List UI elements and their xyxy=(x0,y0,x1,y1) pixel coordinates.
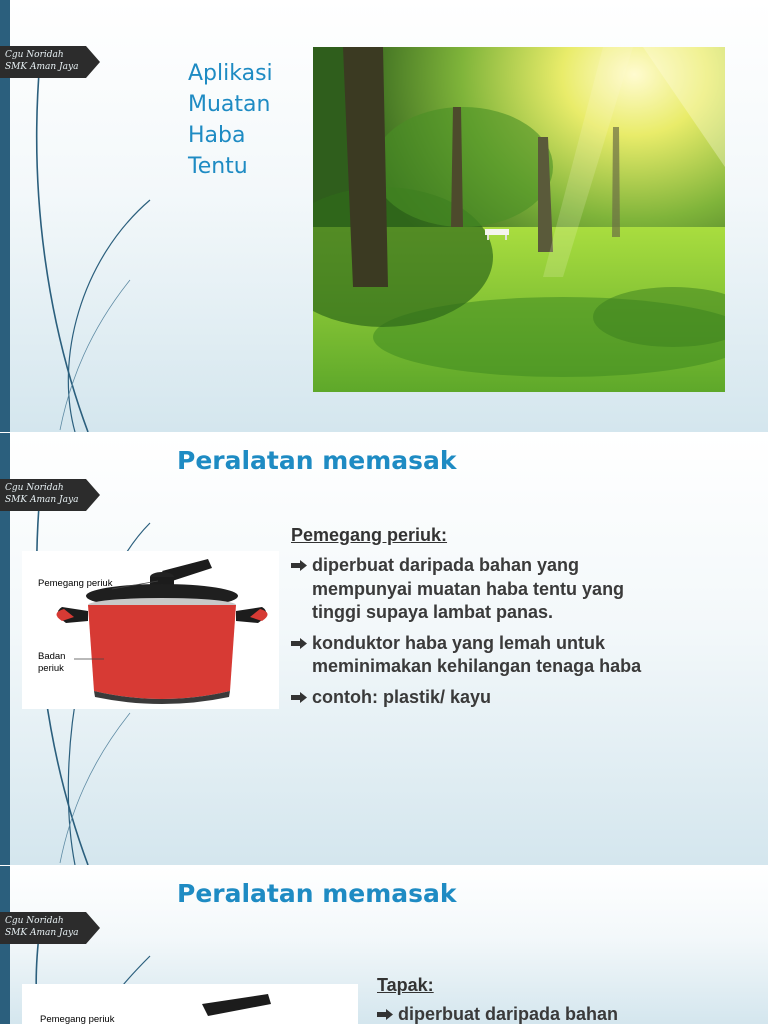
bullet-text: konduktor haba yang lemah untuk meminimakan kehilangan tenaga haba xyxy=(312,632,642,676)
arrow-bullet-icon xyxy=(377,1009,393,1020)
author-school: SMK Aman Jaya xyxy=(5,928,79,938)
label-handle: Pemegang periuk xyxy=(38,578,113,589)
author-tag xyxy=(0,912,100,944)
park-photo xyxy=(313,47,725,392)
slide-1 xyxy=(0,0,768,432)
slide-2-title: Peralatan memasak xyxy=(177,446,457,475)
bullet-list xyxy=(377,1003,677,1024)
list-item xyxy=(291,686,661,710)
author-name: Cgu Noridah xyxy=(5,483,64,493)
label-body-2: periuk xyxy=(38,663,64,674)
label-body-1: Badan xyxy=(38,651,66,662)
author-school: SMK Aman Jaya xyxy=(5,495,79,505)
pot-figure xyxy=(22,551,279,709)
title-line: Tentu xyxy=(188,154,248,179)
slide-2 xyxy=(0,433,768,865)
author-tag xyxy=(0,46,100,78)
slide-3-title: Peralatan memasak xyxy=(177,879,457,908)
subheading: Pemegang periuk: xyxy=(291,525,448,545)
label-handle: Pemegang periuk xyxy=(40,1014,115,1024)
title-line: Aplikasi xyxy=(188,61,273,86)
pot-figure xyxy=(22,984,358,1024)
list-item xyxy=(291,632,661,679)
arrow-bullet-icon xyxy=(291,638,307,649)
title-line: Haba xyxy=(188,123,246,148)
list-item xyxy=(377,1003,677,1024)
bullet-text: contoh: plastik/ kayu xyxy=(312,686,492,707)
slide-3 xyxy=(0,866,768,1024)
slide-1-title xyxy=(188,58,308,182)
bullet-text: diperbuat daripada bahan xyxy=(398,1004,619,1024)
arrow-bullet-icon xyxy=(291,560,307,571)
arrow-bullet-icon xyxy=(291,692,307,703)
author-school: SMK Aman Jaya xyxy=(5,62,79,72)
bullet-text: diperbuat daripada bahan yang mempunyai muatan haba tentu yang tinggi supaya lambat panas. xyxy=(312,555,625,622)
author-name: Cgu Noridah xyxy=(5,50,64,60)
author-name: Cgu Noridah xyxy=(5,916,64,926)
title-line: Muatan xyxy=(188,92,271,117)
subheading: Tapak: xyxy=(377,975,434,995)
bullet-list xyxy=(291,554,661,716)
author-tag xyxy=(0,479,100,511)
list-item xyxy=(291,554,661,625)
